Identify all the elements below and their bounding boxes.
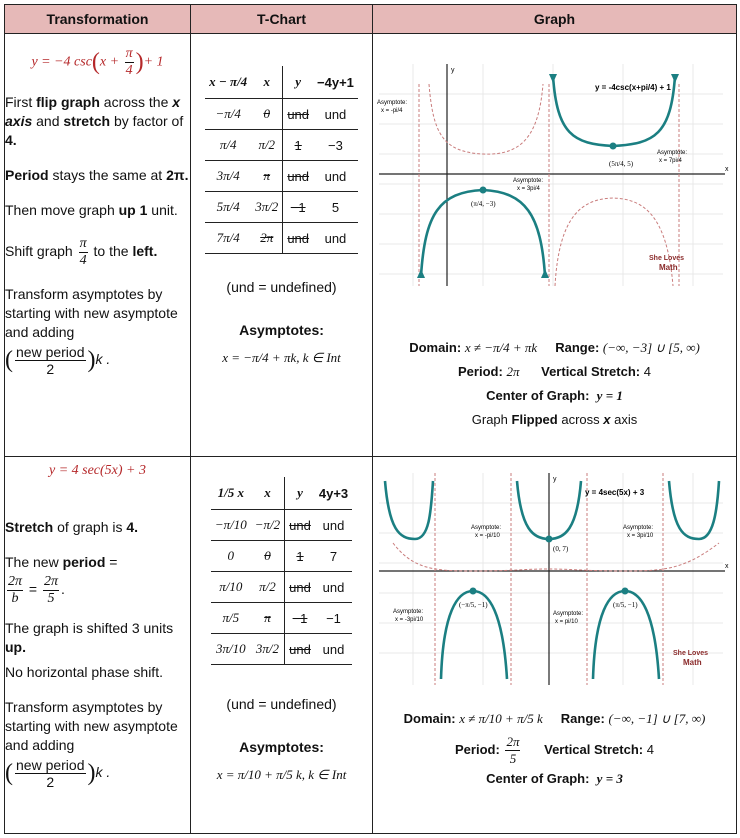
- tchart-cell: π/5: [211, 603, 251, 634]
- tchart-cell: und: [283, 99, 313, 130]
- key-point: [610, 143, 617, 150]
- asymptote-label: Asymptote:: [471, 525, 502, 531]
- tchart-cell: −π/2: [251, 510, 285, 541]
- row1-equation: y = −4 csc(x + $\frac{\pi}{4}$ )+ 1: [31, 46, 164, 78]
- tchart-cell: −π/10: [211, 510, 251, 541]
- asymptote-label: x = 7pi/4: [659, 158, 682, 164]
- asymptote-label: Asymptote:: [553, 611, 584, 617]
- row2-domain-range: Domain: x ≠ π/10 + π/5 k Range: (−∞, −1] ∪ [7, ∞): [403, 711, 706, 726]
- tchart-row: [211, 541, 352, 572]
- row1-step-asymptotes: Transform asymptotes by starting with new asymptote and adding: [5, 286, 178, 340]
- row1-domain-range: Domain: x ≠ −π/4 + πk Range: (−∞, −3] ∪ [5, ∞): [409, 340, 700, 355]
- row2-step-up: The graph is shifted 3 units up.: [5, 620, 174, 655]
- row2-period: Period: $\frac{2\pi}{5}$ Vertical Stretch: 4: [455, 734, 654, 767]
- point-label: (π/4, −3): [471, 200, 496, 208]
- asymptote-label: Asymptote:: [657, 150, 688, 156]
- row1-step-period: Period stays the same at 2π.: [5, 167, 189, 183]
- tchart-header: 1/5 x: [211, 477, 251, 510]
- row2-transformation: [5, 457, 191, 834]
- point-label: (−π/5, −1): [459, 601, 488, 609]
- row2-step-stretch: Stretch of graph is 4.: [5, 519, 139, 535]
- asymptote-label: x = -3pi/10: [395, 617, 424, 623]
- tchart-cell: −1: [283, 192, 313, 223]
- tchart-cell: und: [285, 572, 315, 603]
- row1-center: Center of Graph: y = 1: [486, 388, 623, 403]
- row-csc: [5, 34, 737, 457]
- asymptote-label: Asymptote:: [393, 609, 424, 615]
- row2-period-expr: $\frac{2\pi}{b}$ = $\frac{2\pi}{5}$ .: [8, 574, 65, 606]
- asymptote-label: x = 3pi/4: [517, 186, 540, 192]
- tchart-cell: 7: [315, 541, 352, 572]
- tchart-cell: und: [315, 572, 352, 603]
- row1-graph: [373, 64, 735, 314]
- tchart-row: [211, 572, 352, 603]
- tchart-row: [211, 510, 352, 541]
- logo: She Loves: [673, 650, 709, 657]
- tchart-row: [205, 161, 358, 192]
- tchart-cell: 0: [251, 541, 285, 572]
- tchart-cell: 5π/4: [205, 192, 251, 223]
- asymptote-label: x = 3pi/10: [627, 533, 654, 539]
- header-row: [5, 5, 737, 34]
- row1-tchart: [205, 66, 358, 254]
- logo: Math: [683, 658, 702, 667]
- tchart-row: [205, 223, 358, 254]
- tchart-cell: 7π/4: [205, 223, 251, 254]
- header-tchart: T-Chart: [191, 5, 373, 34]
- tchart-cell: π/2: [251, 130, 283, 161]
- row1-new-period-expr: ( $\frac{\text{new period}}{2}$ )k .: [5, 344, 111, 377]
- row1-flip-note: Graph Flipped across x axis: [471, 412, 638, 427]
- key-point: [546, 536, 553, 543]
- tchart-cell: 3π/2: [251, 634, 285, 665]
- row2-new-period-expr: ( $\frac{\text{new period}}{2}$ )k .: [5, 757, 111, 790]
- graph-title: y = 4sec(5x) + 3: [585, 488, 645, 497]
- row2-graph: [373, 473, 735, 689]
- row2-asymptotes-label: Asymptotes:: [239, 739, 324, 755]
- tchart-cell: 2π: [251, 223, 283, 254]
- logo: She Loves: [649, 255, 685, 262]
- row1-asymptotes-eq: x = −π/4 + πk, k ∈ Int: [222, 350, 341, 365]
- tchart-cell: und: [285, 634, 315, 665]
- asymptote-label: x = pi/10: [555, 619, 578, 625]
- tchart-cell: und: [285, 510, 315, 541]
- svg-text:y: y: [451, 67, 455, 74]
- tchart-row: [211, 634, 352, 665]
- row2-tchart-cell: [191, 457, 373, 834]
- tchart-cell: 5: [313, 192, 358, 223]
- transformation-table: [4, 4, 737, 834]
- tchart-row: [205, 99, 358, 130]
- tchart-header: x: [251, 477, 285, 510]
- tchart-header: x: [251, 66, 283, 99]
- row1-step-flip: First flip graph across the x axis and stretch by factor of 4.: [5, 94, 184, 148]
- tchart-cell: −1: [285, 603, 315, 634]
- tchart-cell: −1: [315, 603, 352, 634]
- graph-title: y = -4csc(x+pi/4) + 1: [595, 83, 671, 92]
- logo: Math: [659, 263, 678, 272]
- point-label: (5π/4, 5): [609, 160, 634, 168]
- tchart-cell: −3: [313, 130, 358, 161]
- row2-step-period: The new period =: [5, 554, 118, 570]
- row2-equation: y = 4 sec(5x) + 3: [48, 463, 147, 478]
- tchart-cell: 3π/4: [205, 161, 251, 192]
- tchart-cell: −π/4: [205, 99, 251, 130]
- asymptote-label: Asymptote:: [377, 100, 408, 106]
- tchart-cell: π/2: [251, 572, 285, 603]
- row1-period: Period: 2π Vertical Stretch: 4: [458, 364, 651, 379]
- tchart-header: y: [283, 66, 313, 99]
- tchart-cell: π: [251, 161, 283, 192]
- svg-text:x: x: [725, 563, 729, 570]
- row2-tchart: [211, 477, 352, 665]
- tchart-cell: und: [313, 99, 358, 130]
- tchart-cell: und: [283, 223, 313, 254]
- key-point: [470, 588, 477, 595]
- row2-asymptotes-eq: x = π/10 + π/5 k, k ∈ Int: [216, 767, 347, 782]
- row1-transformation: [5, 34, 191, 457]
- tchart-header: x − π/4: [205, 66, 251, 99]
- row-sec: [5, 457, 737, 834]
- tchart-header: 4y+3: [315, 477, 352, 510]
- tchart-cell: 3π/2: [251, 192, 283, 223]
- tchart-header: −4y+1: [313, 66, 358, 99]
- tchart-row: [205, 192, 358, 223]
- row2-center: Center of Graph: y = 3: [486, 771, 623, 787]
- row1-asymptotes-label: Asymptotes:: [239, 322, 324, 338]
- row1-step-up: Then move graph up 1 unit.: [5, 202, 178, 218]
- row2-graph-cell: [373, 457, 737, 834]
- tchart-cell: 0: [251, 99, 283, 130]
- row1-step-shift: Shift graph $\frac{\pi}{4}$ to the left.: [5, 236, 158, 268]
- key-point: [622, 588, 629, 595]
- tchart-cell: und: [283, 161, 313, 192]
- header-graph: Graph: [373, 5, 737, 34]
- tchart-cell: und: [313, 161, 358, 192]
- row1-graph-info: [373, 336, 736, 432]
- asymptote-label: Asymptote:: [513, 178, 544, 184]
- key-point: [480, 187, 487, 194]
- tchart-row: [211, 603, 352, 634]
- tchart-cell: und: [315, 510, 352, 541]
- row2-step-phase: No horizontal phase shift.: [5, 664, 163, 680]
- tchart-cell: π: [251, 603, 285, 634]
- tchart-cell: und: [315, 634, 352, 665]
- asymptote-label: x = -pi/4: [381, 108, 403, 114]
- point-label: (0, 7): [553, 545, 569, 553]
- tchart-cell: 1: [285, 541, 315, 572]
- tchart-header: y: [285, 477, 315, 510]
- svg-text:x: x: [725, 166, 729, 173]
- header-transformation: Transformation: [5, 5, 191, 34]
- asymptote-label: x = -pi/10: [475, 533, 500, 539]
- row2-graph-info: [373, 705, 736, 791]
- tchart-cell: und: [313, 223, 358, 254]
- row2-und-note: (und = undefined): [226, 696, 337, 712]
- tchart-cell: 1: [283, 130, 313, 161]
- row1-graph-cell: [373, 34, 737, 457]
- tchart-cell: 0: [211, 541, 251, 572]
- tchart-cell: π/4: [205, 130, 251, 161]
- tchart-cell: π/10: [211, 572, 251, 603]
- row2-step-asymptotes: Transform asymptotes by starting with new asymptote and adding: [5, 699, 178, 753]
- asymptote-label: Asymptote:: [623, 525, 654, 531]
- tchart-cell: 3π/10: [211, 634, 251, 665]
- tchart-row: [205, 130, 358, 161]
- point-label: (π/5, −1): [613, 601, 638, 609]
- svg-text:y: y: [553, 476, 557, 483]
- row1-tchart-cell: [191, 34, 373, 457]
- row1-und-note: (und = undefined): [226, 279, 337, 295]
